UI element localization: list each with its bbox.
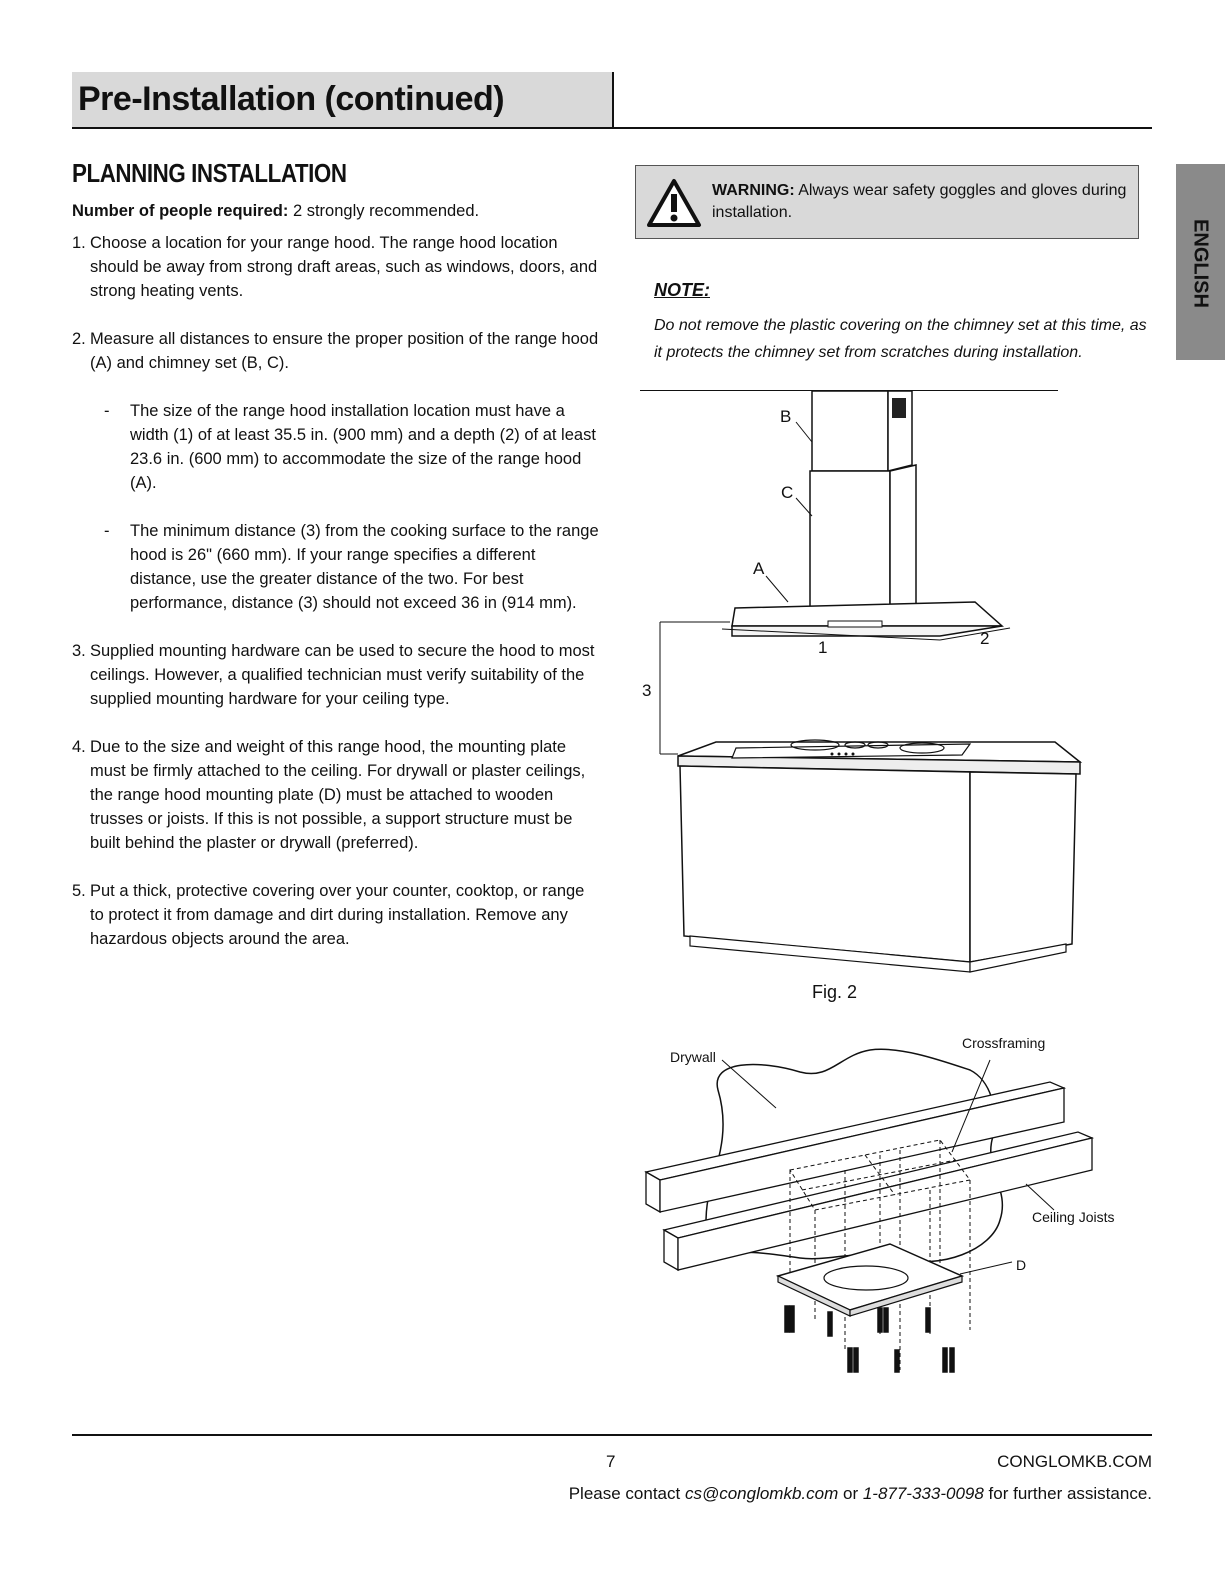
warning-label: WARNING: [712,182,795,199]
figure-caption: Fig. 2 [812,982,858,1002]
label-b: B [780,407,792,426]
contact-line [569,1484,1152,1504]
step-number: 3. [72,642,86,660]
step-number: 2. [72,330,86,348]
step-2 [72,327,602,375]
label-2: 2 [980,629,990,648]
step-number: 4. [72,738,86,756]
label-d: D [1016,1257,1027,1273]
sub-text: The size of the range hood installation location must have a width (1) of at least 35.5 in. (900 mm) and a depth (2) of at least 23.6 in. (600 mm) to accommodate the size of the range hood (A). [130,402,596,492]
note-title: NOTE: [654,280,710,300]
section-title: PLANNING INSTALLATION [72,158,347,188]
step-text: Put a thick, protective covering over your counter, cooktop, or range to protect it from damage and dirt during installation. Remove any hazardous objects around the area. [90,882,585,948]
label-c: C [781,483,794,502]
step-text: Choose a location for your range hood. The range hood location should be away from strong draft areas, such as windows, doors, and strong heating vents. [90,234,598,300]
label-1: 1 [818,638,828,657]
planning-section [72,158,602,975]
step-text: Supplied mounting hardware can be used to secure the hood to most ceilings. However, a qualified technician must verify suitability of the supplied mounting hardware for your ceiling type. [90,642,595,708]
label-3: 3 [642,681,652,700]
email-link[interactable]: cs@conglomkb.com [684,1484,839,1503]
warning-message: Always wear safety goggles and gloves during installation. [712,182,1127,221]
ceiling-mounting-diagram [640,1030,1140,1390]
warning-box [635,165,1139,239]
label-ceiling-joists: Ceiling Joists [1032,1209,1115,1225]
step-1 [72,231,602,303]
step-number: 5. [72,882,86,900]
header-divider [612,72,614,128]
page-title: Pre-Installation (continued) [78,80,505,118]
footer-rule [72,1434,1152,1436]
contact-or: or [838,1484,863,1503]
people-label: Number of people required: [72,202,289,220]
people-value: 2 strongly recommended. [288,202,480,220]
label-a: A [753,559,765,578]
contact-suffix: for further assistance. [983,1484,1152,1503]
step-text: Due to the size and weight of this range hood, the mounting plate must be firmly attached to the ceiling. For drywall or plaster ceilings, the range hood mounting plate (D) must be attached to wooden trusses or joists. If this is not possible, a support structure must be built behind the plaster or drywall (preferred). [90,738,586,852]
range-hood-diagram [640,390,1160,980]
warning-triangle-icon [646,178,702,228]
step-5 [72,879,602,951]
step-3 [72,639,602,711]
sub-text: The minimum distance (3) from the cooking surface to the range hood is 26" (660 mm). If your range specifies a different distance, use the greater distance of the two. For best performance, distance (3) should not exceed 36 in (914 mm). [130,522,599,612]
step-2-sub-2 [72,519,602,615]
people-required [72,199,602,223]
label-crossframing: Crossframing [962,1035,1046,1051]
language-tab-label: ENGLISH [1189,219,1212,308]
contact-prefix: Please contact [568,1484,685,1503]
header-rule [72,127,1152,129]
warning-text [712,180,1132,224]
step-2-sub-1 [72,399,602,495]
website: CONGLOMKB.COM [997,1452,1152,1471]
page-number: 7 [606,1452,616,1471]
step-number: 1. [72,234,86,252]
note-text: Do not remove the plastic covering on the chimney set at this time, as it protects the chimney set from scratches during installation. [654,317,1147,361]
bullet-dash: - [104,402,110,420]
step-text: Measure all distances to ensure the proper position of the range hood (A) and chimney set (B, C). [90,330,599,372]
phone-number: 1-877-333-0098 [862,1484,984,1503]
label-drywall: Drywall [670,1049,716,1065]
bullet-dash: - [104,522,110,540]
step-4 [72,735,602,855]
